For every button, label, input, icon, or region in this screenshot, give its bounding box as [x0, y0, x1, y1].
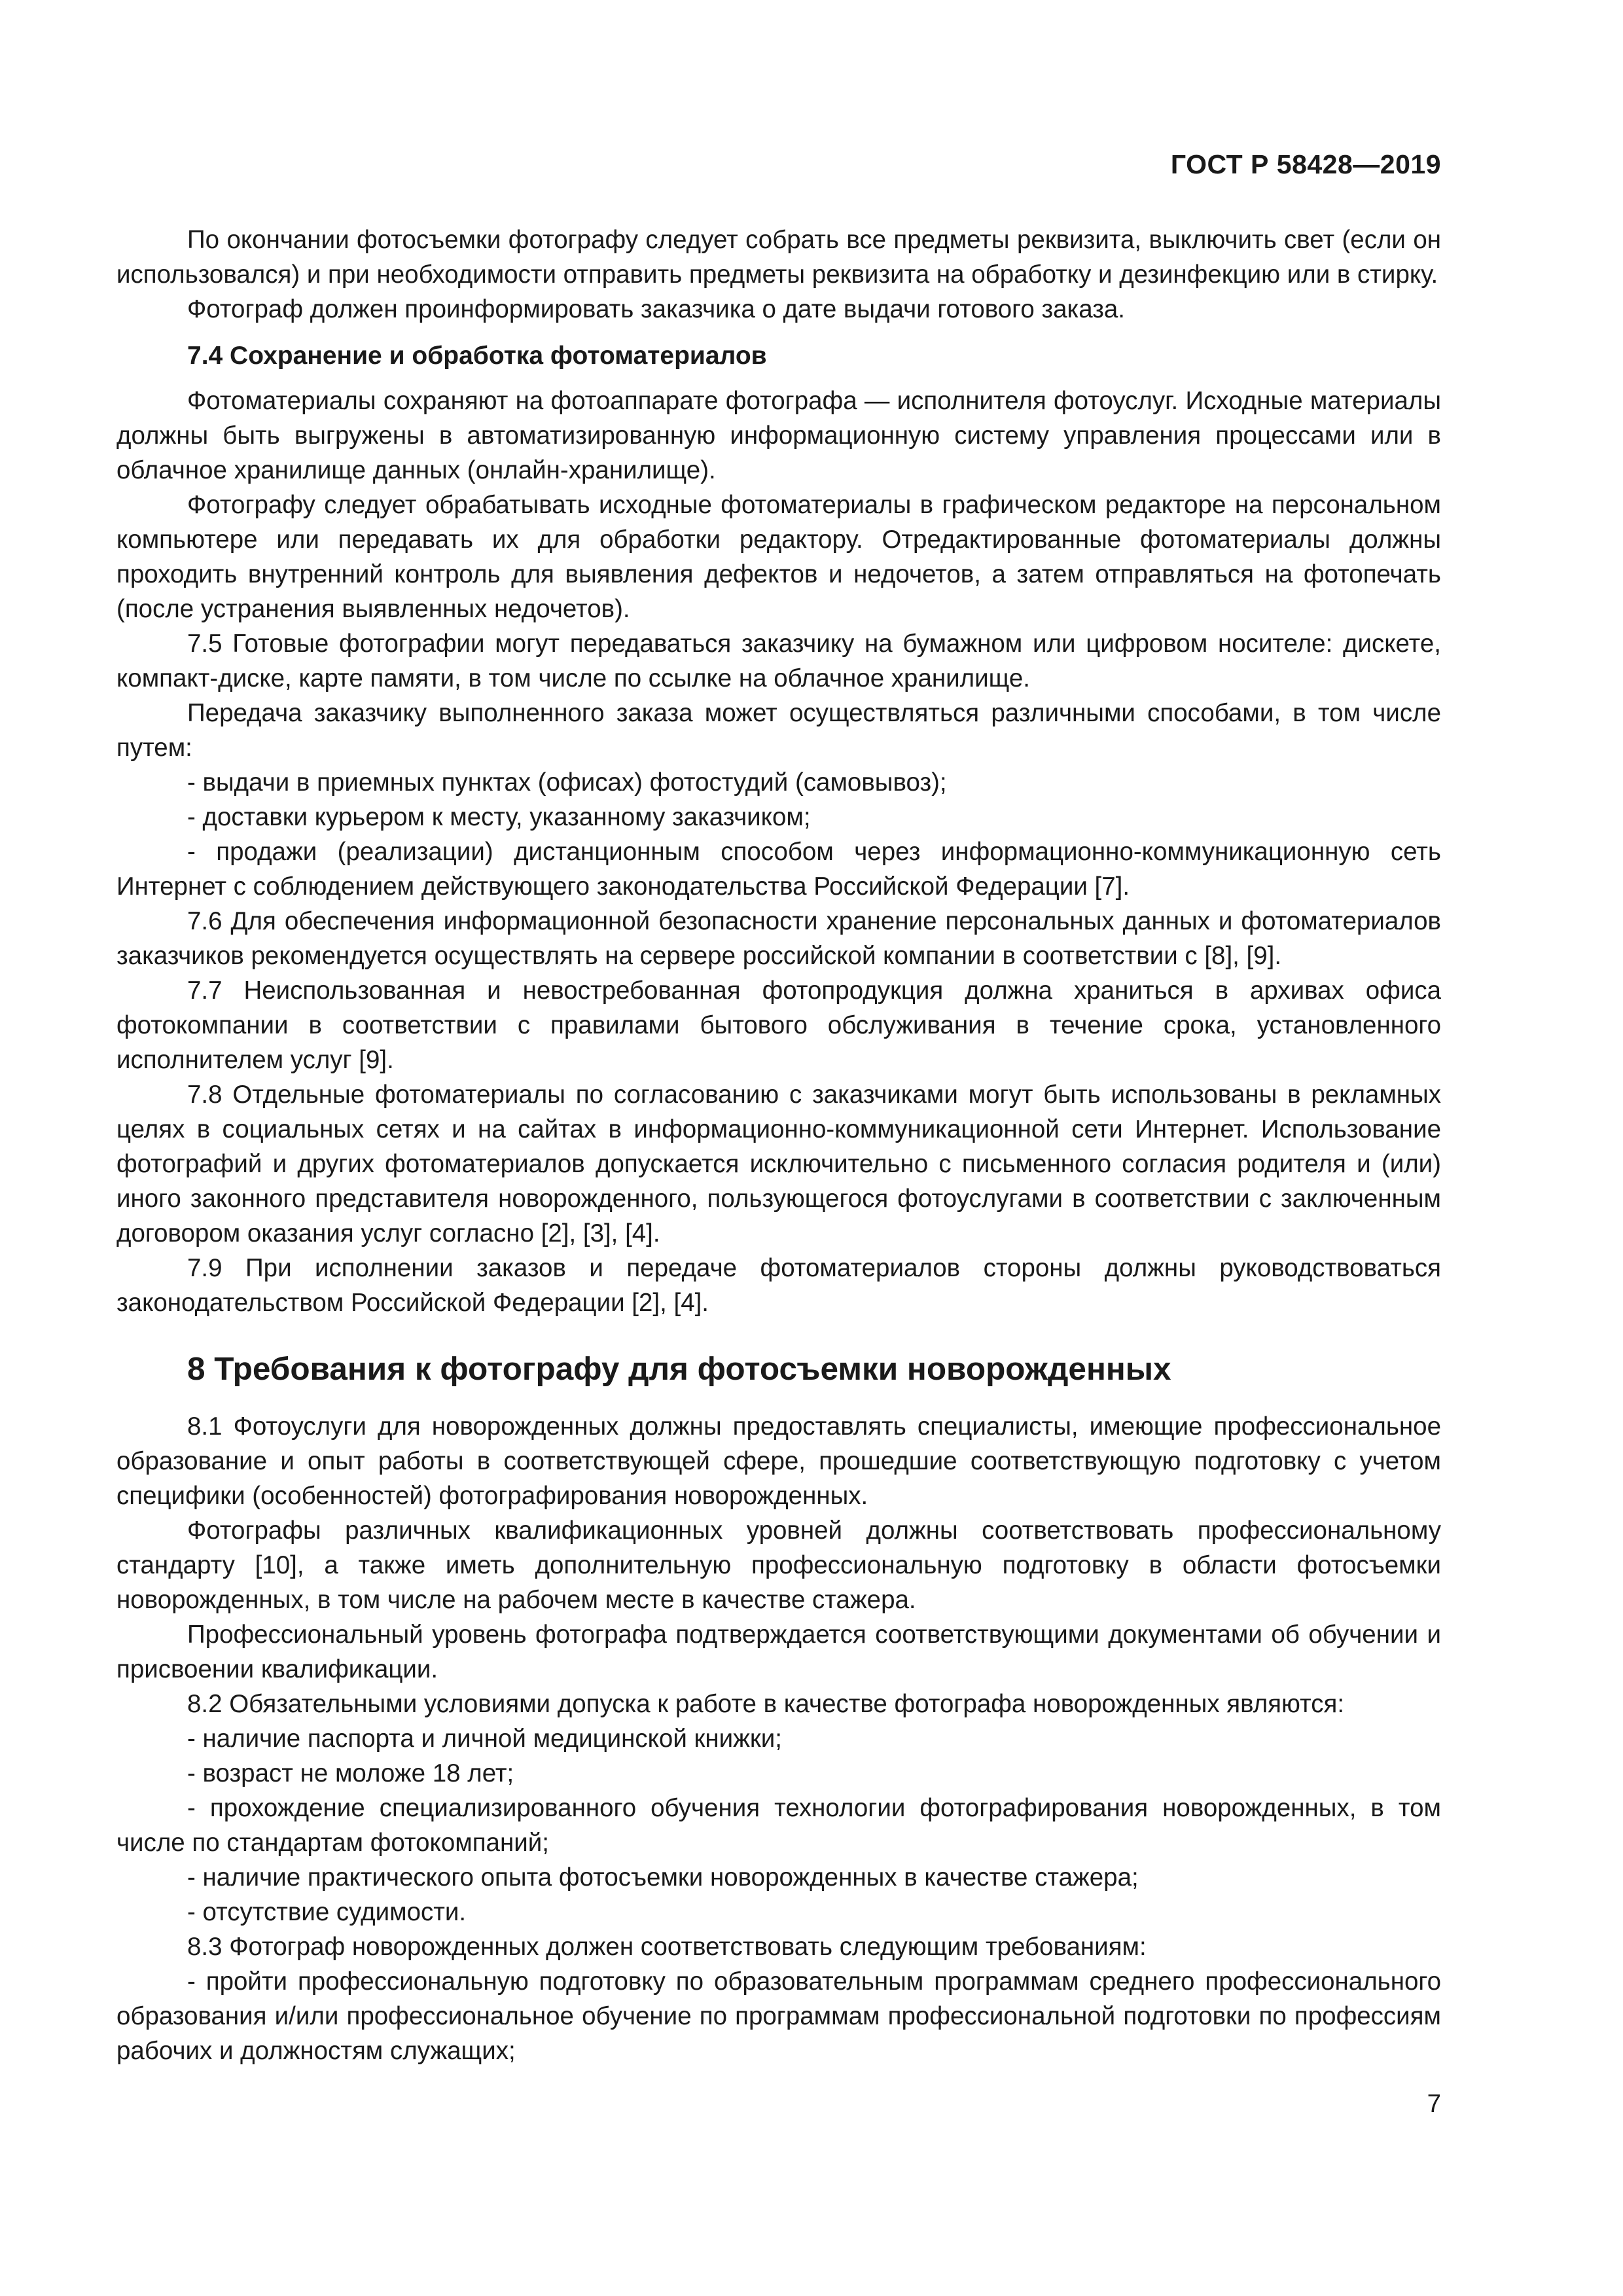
paragraph: 7.9 При исполнении заказов и передаче фотоматериалов стороны должны руководствоваться законодательством Российской Федерации [2], [4].: [116, 1254, 1441, 1317]
paragraph: 8.1 Фотоуслуги для новорожденных должны предоставлять специалисты, имеющие профессиональное образование и опыт работы в соответствующей сфере, прошедшие соответствующую подготовку с учетом специфики (особенностей) фотографирования новорожденных.: [116, 1412, 1441, 1510]
list-item: - прохождение специализированного обучения технологии фотографирования новорожденных, в том числе по стандартам фотокомпаний;: [116, 1794, 1441, 1857]
list-item: - выдачи в приемных пунктах (офисах) фотостудий (самовывоз);: [187, 768, 947, 797]
subsection-heading-7-4: 7.4 Сохранение и обработка фотоматериалов: [187, 342, 767, 370]
paragraph: 7.8 Отдельные фотоматериалы по согласованию с заказчиками могут быть использованы в рекламных целях в социальных сетях и на сайтах в информационно-коммуникационной сети Интернет. Использование фотографий и других фотоматериалов допускается исключительно с письменного согласия родителя и (или) иного законного представителя новорожденного, пользующегося фотоуслугами в соответствии с заключенным договором оказания услуг согласно [2], [3], [4].: [116, 1081, 1441, 1247]
list-item: - отсутствие судимости.: [187, 1898, 467, 1926]
paragraph: Фотографу следует обрабатывать исходные фотоматериалы в графическом редакторе на персональном компьютере или передавать их для обработки редактору. Отредактированные фотоматериалы должны проходить внутренний контроль для выявления дефектов и недочетов, а затем отправляться на фотопечать (после устранения выявленных недочетов).: [116, 491, 1441, 623]
paragraph: Фотограф должен проинформировать заказчика о дате выдачи готового заказа.: [187, 295, 1125, 323]
paragraph: Профессиональный уровень фотографа подтверждается соответствующими документами об обучении и присвоении квалификации.: [116, 1621, 1441, 1683]
paragraph: 7.5 Готовые фотографии могут передаваться заказчику на бумажном или цифровом носителе: дискете, компакт-диске, карте памяти, в том числе по ссылке на облачное хранилище.: [116, 630, 1441, 692]
list-item: - пройти профессиональную подготовку по образовательным программам среднего профессионального образования и/или профессиональное обучение по программам профессиональной подготовки по профессиям рабочих и должностям служащих;: [116, 1967, 1441, 2065]
page-body: [116, 223, 1441, 2068]
section-heading-8: 8 Требования к фотографу для фотосъемки новорожденных: [187, 1351, 1171, 1387]
paragraph: 7.7 Неиспользованная и невостребованная фотопродукция должна храниться в архивах офиса фотокомпании в соответствии с правилами бытового обслуживания в течение срока, установленного исполнителем услуг [9].: [116, 977, 1441, 1074]
paragraph: По окончании фотосъемки фотографу следует собрать все предметы реквизита, выключить свет (если он использовался) и при необходимости отправить предметы реквизита на обработку и дезинфекцию или в стирку.: [116, 226, 1441, 289]
list-item: - наличие паспорта и личной медицинской книжки;: [187, 1725, 782, 1753]
document-code-header: ГОСТ Р 58428—2019: [1170, 149, 1441, 179]
paragraph: 7.6 Для обеспечения информационной безопасности хранение персональных данных и фотоматериалов заказчиков рекомендуется осуществлять на сервере российской компании в соответствии с [8], [9].: [116, 907, 1441, 970]
paragraph: 8.2 Обязательными условиями допуска к работе в качестве фотографа новорожденных являются:: [187, 1690, 1345, 1718]
paragraph: Фотоматериалы сохраняют на фотоаппарате фотографа — исполнителя фотоуслуг. Исходные материалы должны быть выгружены в автоматизированную информационную систему управления процессами или в облачное хранилище данных (онлайн-хранилище).: [116, 387, 1441, 484]
list-item: - продажи (реализации) дистанционным способом через информационно-коммуникационную сеть Интернет с соблюдением действующего законодательства Российской Федерации [7].: [116, 838, 1441, 901]
paragraph: 8.3 Фотограф новорожденных должен соответствовать следующим требованиям:: [187, 1933, 1147, 1961]
list-item: - доставки курьером к месту, указанному заказчиком;: [187, 803, 811, 831]
paragraph: Фотографы различных квалификационных уровней должны соответствовать профессиональному стандарту [10], а также иметь дополнительную профессиональную подготовку в области фотосъемки новорожденных, в том числе на рабочем месте в качестве стажера.: [116, 1516, 1441, 1614]
list-item: - возраст не моложе 18 лет;: [187, 1759, 514, 1787]
list-item: - наличие практического опыта фотосъемки новорожденных в качестве стажера;: [187, 1863, 1139, 1892]
page-number: 7: [1427, 2090, 1441, 2118]
paragraph: Передача заказчику выполненного заказа может осуществляться различными способами, в том числе путем:: [116, 699, 1441, 762]
